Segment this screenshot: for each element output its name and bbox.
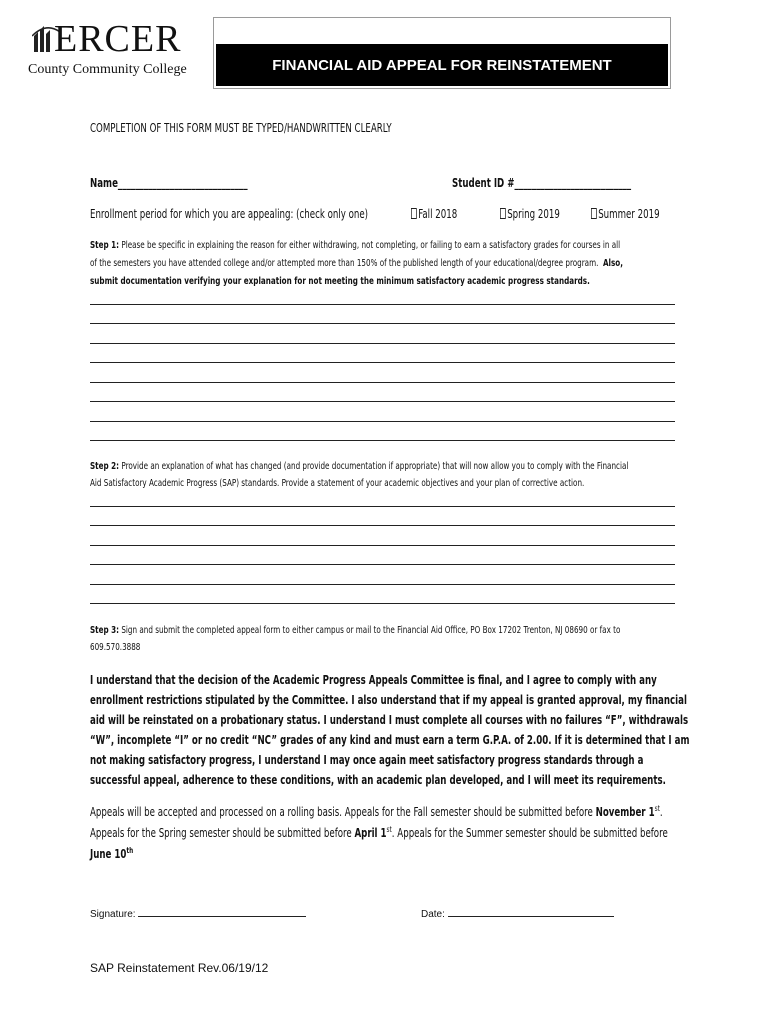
step2-text-a: Provide an explanation of what has changed (and provide documentation if appropriate) that will now allow you to comply with the Financial [121, 461, 629, 472]
step3-fax-number: 609.570.3888 [90, 642, 141, 653]
step3-line1 [90, 625, 620, 636]
revision-footer: SAP Reinstatement Rev.06/19/12 [90, 961, 269, 975]
option-fall-2018[interactable] [411, 207, 457, 221]
agreement-line: enrollment restrictions stipulated by the Committee. I also understand that if my appeal is granted approval, my financial [90, 693, 687, 707]
step1-answer-line[interactable] [90, 362, 675, 363]
step2-answer-line[interactable] [90, 506, 675, 507]
step1-line3: submit documentation verifying your explanation for not meeting the minimum satisfactory academic progress standards. [90, 276, 590, 287]
form-title: FINANCIAL AID APPEAL FOR REINSTATEMENT [216, 44, 668, 86]
logo-brand: ERCER [54, 18, 182, 60]
signature-field[interactable] [90, 904, 306, 920]
college-logo [26, 14, 216, 88]
step3-text-a: Sign and submit the completed appeal form to either campus or mail to the Financial Aid Office, PO Box 17202 Trenton, NJ 08690 or fax to [121, 625, 621, 636]
name-label: Name [90, 176, 118, 190]
checkbox-summer-2019[interactable] [591, 208, 597, 219]
student-id-label: Student ID # [452, 176, 515, 190]
step2-answer-line[interactable] [90, 584, 675, 585]
spring-deadline: April 1 [354, 826, 387, 840]
step2-line2: Aid Satisfactory Academic Progress (SAP) standards. Provide a statement of your academic objectives and your plan of corrective action. [90, 478, 585, 489]
step2-answer-line[interactable] [90, 564, 675, 565]
signature-line[interactable] [138, 904, 306, 917]
agreement-line: aid will be reinstated on a probationary status. I understand I must complete all courses with no failures “F”, withdrawals [90, 713, 689, 727]
spring-deadline-sup: st [386, 825, 392, 834]
step1-answer-line[interactable] [90, 323, 675, 324]
option-summer-2019[interactable] [591, 207, 660, 221]
fall-deadline-sup: st [654, 804, 660, 813]
step1-line2 [90, 258, 623, 269]
deadline-line1: Appeals will be accepted and processed on a rolling basis. Appeals for the Fall semester should be submitted before November 1st. [90, 804, 663, 819]
step1-label: Step 1: [90, 240, 120, 251]
agreement-line: “W”, incomplete “I” or no credit “NC” grades of any kind and must earn a term G.P.A. of 2.00. If it is determined that I am [90, 733, 690, 747]
fall-deadline: November 1 [595, 805, 655, 819]
deadline-text-2b: . Appeals for the Summer semester should be submitted before [391, 826, 668, 840]
deadline-line2 [90, 825, 668, 840]
student-id-field[interactable] [452, 176, 631, 190]
step1-text-a: Please be specific in explaining the reason for either withdrawing, not completing, or failing to earn a satisfactory grades for courses in all [121, 240, 621, 251]
step2-line1 [90, 461, 628, 472]
step2-answer-line[interactable] [90, 525, 675, 526]
option-fall-2018-label: Fall 2018 [418, 207, 458, 221]
date-line[interactable] [448, 904, 614, 917]
name-field[interactable] [90, 176, 248, 190]
enrollment-label: Enrollment period for which you are appealing: (check only one) [90, 207, 369, 221]
option-summer-2019-label: Summer 2019 [598, 207, 660, 221]
option-spring-2019-label: Spring 2019 [507, 207, 560, 221]
form-instructions: COMPLETION OF THIS FORM MUST BE TYPED/HANDWRITTEN CLEARLY [90, 121, 392, 135]
logo-subtitle: County Community College [28, 62, 187, 77]
deadline-text-1: Appeals will be accepted and processed on a rolling basis. Appeals for the Fall semester should be submitted before [90, 805, 593, 819]
step1-answer-line[interactable] [90, 440, 675, 441]
deadline-text-2: Appeals for the Spring semester should be submitted before [90, 826, 352, 840]
step2-answer-line[interactable] [90, 603, 675, 604]
agreement-line: not making satisfactory progress, I understand I may once again meet satisfactory progress standards through a [90, 753, 644, 767]
step3-label: Step 3: [90, 625, 120, 636]
student-id-blank[interactable]: ___________________________ [514, 176, 632, 190]
step1-answer-line[interactable] [90, 304, 675, 305]
option-spring-2019[interactable] [500, 207, 560, 221]
step1-text-b: of the semesters you have attended college and/or attempted more than 150% of the published length of your educational/degree program. [90, 258, 599, 269]
checkbox-fall-2018[interactable] [411, 208, 417, 219]
step1-answer-line[interactable] [90, 382, 675, 383]
agreement-line: I understand that the decision of the Academic Progress Appeals Committee is final, and I agree to comply with any [90, 673, 657, 687]
step2-answer-line[interactable] [90, 545, 675, 546]
step2-label: Step 2: [90, 461, 120, 472]
step1-text-b-bold: Also, [602, 258, 623, 269]
checkbox-spring-2019[interactable] [500, 208, 506, 219]
step1-line1 [90, 240, 620, 251]
summer-deadline-sup: th [126, 846, 134, 855]
date-label: Date: [421, 909, 445, 920]
step1-answer-line[interactable] [90, 421, 675, 422]
signature-label: Signature: [90, 909, 136, 920]
name-blank[interactable]: ______________________________ [117, 176, 248, 190]
step1-answer-line[interactable] [90, 343, 675, 344]
summer-deadline: June 10 [90, 847, 127, 861]
step1-answer-line[interactable] [90, 401, 675, 402]
date-field[interactable] [421, 904, 614, 920]
deadline-line3 [90, 846, 133, 861]
agreement-line: successful appeal, adherence to these conditions, with an academic plan developed, and I will meet its requirements. [90, 773, 666, 787]
